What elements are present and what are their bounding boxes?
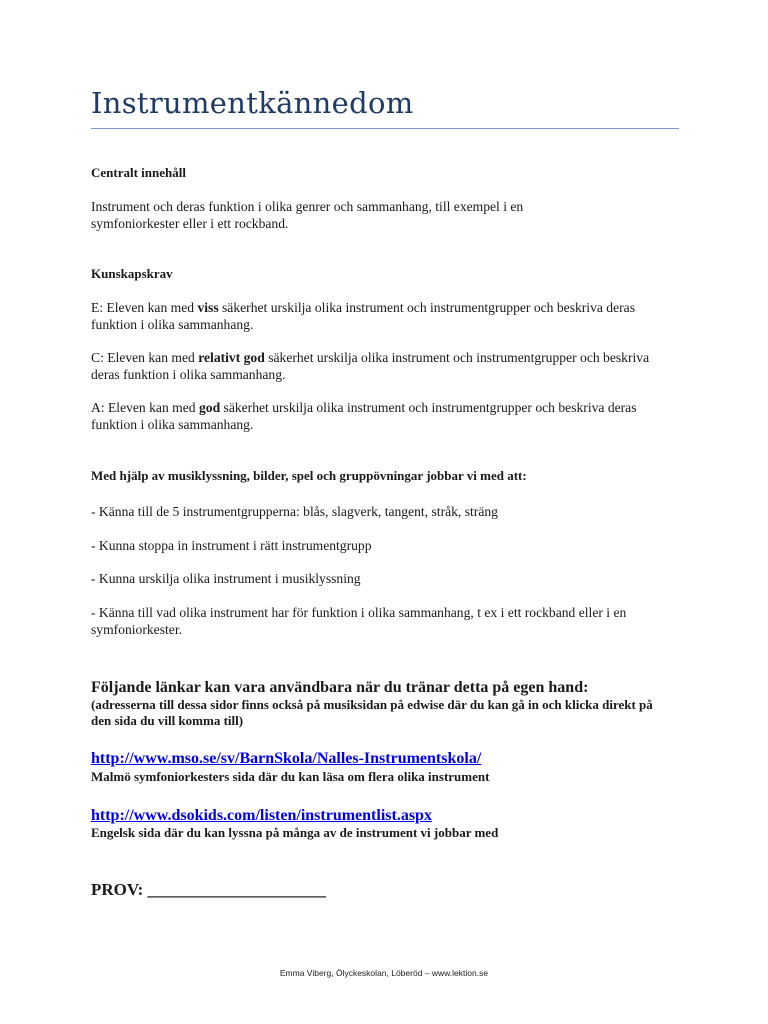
page-footer: Emma Viberg, Ölyckeskolan, Löberöd – www.lektion.se	[279, 968, 489, 978]
activity-item: - Känna till vad olika instrument har för funktion i olika sammanhang, t ex i ett rockband eller i en symfoniorkester.	[91, 605, 627, 637]
kunskapskrav-e	[91, 299, 681, 333]
krav-c-post: säkerhet urskilja olika instrument och instrumentgrupper och beskriva deras funktion i olika sammanhang.	[91, 350, 650, 382]
centralt-heading: Centralt innehåll	[91, 165, 186, 180]
prov-blank: _____________________	[147, 880, 327, 899]
krav-a-bold: god	[198, 400, 221, 415]
krav-c-pre: C: Eleven kan med	[91, 350, 199, 365]
activities-heading: Med hjälp av musiklyssning, bilder, spel och gruppövningar jobbar vi med att:	[91, 468, 527, 483]
links-heading: Följande länkar kan vara användbara när du tränar detta på egen hand:	[91, 679, 589, 696]
link-mso[interactable]: http://www.mso.se/sv/BarnSkola/Nalles-Instrumentskola/	[91, 750, 482, 767]
kunskapskrav-heading: Kunskapskrav	[91, 266, 173, 281]
kunskapskrav-a	[91, 399, 681, 433]
activity-item: - Känna till de 5 instrumentgrupperna: blås, slagverk, tangent, stråk, sträng	[91, 504, 498, 519]
links-note: (adresserna till dessa sidor finns också på musiksidan på edwise där du kan gå in och klicka direkt på den sida du vill komma till)	[91, 697, 653, 728]
prov-label: PROV:	[91, 880, 144, 899]
krav-a-post: säkerhet urskilja olika instrument och instrumentgrupper och beskriva deras funktion i olika sammanhang.	[91, 400, 637, 432]
prov-line	[91, 880, 326, 900]
krav-e-pre: E: Eleven kan med	[91, 300, 198, 315]
title-divider	[91, 128, 679, 129]
kunskapskrav-c	[91, 349, 681, 383]
activity-item: - Kunna urskilja olika instrument i musiklyssning	[91, 571, 361, 586]
page-title: Instrumentkännedom	[91, 86, 414, 120]
krav-c-bold: relativt god	[198, 350, 265, 365]
link-dsokids[interactable]: http://www.dsokids.com/listen/instrumentlist.aspx	[91, 807, 432, 824]
activity-item: - Kunna stoppa in instrument i rätt instrumentgrupp	[91, 538, 372, 553]
krav-e-post: säkerhet urskilja olika instrument och instrumentgrupper och beskriva deras funktion i olika sammanhang.	[91, 300, 635, 332]
krav-a-pre: A: Eleven kan med	[91, 400, 199, 415]
link-mso-desc: Malmö symfoniorkesters sida där du kan läsa om flera olika instrument	[91, 769, 490, 784]
link-dsokids-desc: Engelsk sida där du kan lyssna på många av de instrument vi jobbar med	[91, 825, 499, 840]
krav-e-bold: viss	[197, 300, 219, 315]
centralt-text: Instrument och deras funktion i olika genrer och sammanhang, till exempel i en symfoniorkester eller i ett rockband.	[91, 199, 524, 231]
